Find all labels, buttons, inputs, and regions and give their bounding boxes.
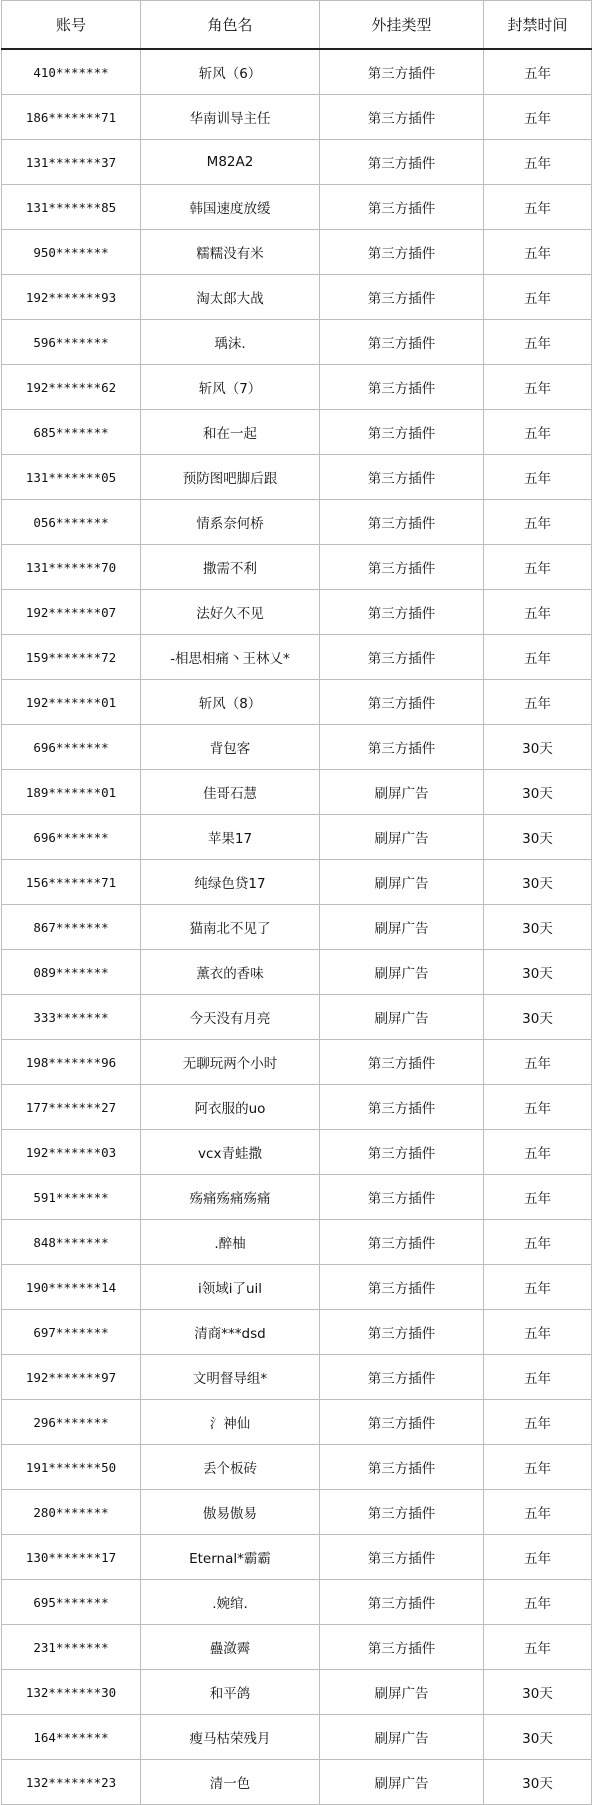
cell-ban-time: 五年 bbox=[484, 635, 592, 680]
cell-ban-time: 五年 bbox=[484, 1625, 592, 1670]
cell-role-name: 淘太郎大战 bbox=[141, 275, 320, 320]
cell-cheat-type: 第三方插件 bbox=[320, 545, 484, 590]
cell-cheat-type: 第三方插件 bbox=[320, 410, 484, 455]
cell-account: 190*******14 bbox=[2, 1265, 141, 1310]
cell-ban-time: 30天 bbox=[484, 1715, 592, 1760]
table-row bbox=[2, 185, 592, 230]
table-row bbox=[2, 1715, 592, 1760]
header-account: 账号 bbox=[2, 1, 141, 50]
table-row bbox=[2, 1175, 592, 1220]
cell-cheat-type: 第三方插件 bbox=[320, 230, 484, 275]
cell-account: 192*******93 bbox=[2, 275, 141, 320]
cell-account: 192*******62 bbox=[2, 365, 141, 410]
cell-ban-time: 五年 bbox=[484, 1175, 592, 1220]
cell-ban-time: 30天 bbox=[484, 950, 592, 995]
cell-account: 950******* bbox=[2, 230, 141, 275]
cell-ban-time: 五年 bbox=[484, 545, 592, 590]
cell-ban-time: 五年 bbox=[484, 410, 592, 455]
cell-role-name: 丢个板砖 bbox=[141, 1445, 320, 1490]
table-row bbox=[2, 1040, 592, 1085]
cell-account: 189*******01 bbox=[2, 770, 141, 815]
cell-account: 192*******97 bbox=[2, 1355, 141, 1400]
cell-account: 164******* bbox=[2, 1715, 141, 1760]
cell-role-name: 瘦马枯荣残月 bbox=[141, 1715, 320, 1760]
cell-account: 131*******37 bbox=[2, 140, 141, 185]
table-row bbox=[2, 905, 592, 950]
table-row bbox=[2, 680, 592, 725]
cell-account: 696******* bbox=[2, 815, 141, 860]
table-row bbox=[2, 815, 592, 860]
cell-account: 867******* bbox=[2, 905, 141, 950]
table-row bbox=[2, 950, 592, 995]
table-row bbox=[2, 320, 592, 365]
cell-ban-time: 五年 bbox=[484, 680, 592, 725]
table-row bbox=[2, 1580, 592, 1625]
table-row bbox=[2, 365, 592, 410]
cell-account: 156*******71 bbox=[2, 860, 141, 905]
cell-cheat-type: 第三方插件 bbox=[320, 1040, 484, 1085]
cell-account: 056******* bbox=[2, 500, 141, 545]
cell-account: 131*******05 bbox=[2, 455, 141, 500]
cell-ban-time: 30天 bbox=[484, 1670, 592, 1715]
cell-cheat-type: 第三方插件 bbox=[320, 185, 484, 230]
table-row bbox=[2, 49, 592, 95]
cell-ban-time: 五年 bbox=[484, 365, 592, 410]
cell-cheat-type: 刷屏广告 bbox=[320, 815, 484, 860]
table-row bbox=[2, 590, 592, 635]
cell-cheat-type: 第三方插件 bbox=[320, 725, 484, 770]
cell-cheat-type: 第三方插件 bbox=[320, 1400, 484, 1445]
cell-role-name: 傲易傲易 bbox=[141, 1490, 320, 1535]
cell-cheat-type: 刷屏广告 bbox=[320, 950, 484, 995]
cell-role-name: 情系奈何桥 bbox=[141, 500, 320, 545]
cell-role-name: 华南训导主任 bbox=[141, 95, 320, 140]
cell-ban-time: 五年 bbox=[484, 1310, 592, 1355]
cell-role-name: 薰衣的香味 bbox=[141, 950, 320, 995]
cell-role-name: 斩风（7） bbox=[141, 365, 320, 410]
cell-role-name: 和平鸽 bbox=[141, 1670, 320, 1715]
cell-account: 296******* bbox=[2, 1400, 141, 1445]
cell-cheat-type: 第三方插件 bbox=[320, 49, 484, 95]
cell-ban-time: 30天 bbox=[484, 905, 592, 950]
cell-ban-time: 五年 bbox=[484, 95, 592, 140]
cell-ban-time: 五年 bbox=[484, 1130, 592, 1175]
table-row bbox=[2, 455, 592, 500]
table-row bbox=[2, 1760, 592, 1805]
cell-role-name: 无聊玩两个小时 bbox=[141, 1040, 320, 1085]
ban-list-table bbox=[1, 0, 592, 1805]
cell-ban-time: 五年 bbox=[484, 500, 592, 545]
cell-role-name: 佳哥石慧 bbox=[141, 770, 320, 815]
header-row bbox=[2, 1, 592, 50]
cell-account: 159*******72 bbox=[2, 635, 141, 680]
cell-cheat-type: 第三方插件 bbox=[320, 275, 484, 320]
cell-ban-time: 五年 bbox=[484, 320, 592, 365]
header-role-name: 角色名 bbox=[141, 1, 320, 50]
cell-cheat-type: 第三方插件 bbox=[320, 95, 484, 140]
cell-cheat-type: 第三方插件 bbox=[320, 1175, 484, 1220]
cell-cheat-type: 刷屏广告 bbox=[320, 1670, 484, 1715]
cell-role-name: 猫南北不见了 bbox=[141, 905, 320, 950]
table-row bbox=[2, 1130, 592, 1175]
table-row bbox=[2, 860, 592, 905]
table-row bbox=[2, 1085, 592, 1130]
cell-ban-time: 五年 bbox=[484, 49, 592, 95]
cell-cheat-type: 第三方插件 bbox=[320, 1265, 484, 1310]
cell-role-name: 糯糯没有米 bbox=[141, 230, 320, 275]
cell-ban-time: 五年 bbox=[484, 1400, 592, 1445]
cell-ban-time: 五年 bbox=[484, 1445, 592, 1490]
cell-role-name: .婉绾. bbox=[141, 1580, 320, 1625]
table-row bbox=[2, 545, 592, 590]
table-row bbox=[2, 770, 592, 815]
cell-account: 695******* bbox=[2, 1580, 141, 1625]
table-row bbox=[2, 1535, 592, 1580]
cell-role-name: 纯绿色贷17 bbox=[141, 860, 320, 905]
cell-account: 089******* bbox=[2, 950, 141, 995]
cell-cheat-type: 第三方插件 bbox=[320, 1310, 484, 1355]
cell-role-name: Eternal*霸霸 bbox=[141, 1535, 320, 1580]
cell-account: 192*******07 bbox=[2, 590, 141, 635]
cell-role-name: 和在一起 bbox=[141, 410, 320, 455]
table-row bbox=[2, 1490, 592, 1535]
cell-cheat-type: 第三方插件 bbox=[320, 320, 484, 365]
cell-ban-time: 30天 bbox=[484, 860, 592, 905]
table-row bbox=[2, 230, 592, 275]
table-row bbox=[2, 995, 592, 1040]
cell-account: 186*******71 bbox=[2, 95, 141, 140]
cell-account: 231******* bbox=[2, 1625, 141, 1670]
cell-role-name: 蠱潋霽 bbox=[141, 1625, 320, 1670]
cell-account: 848******* bbox=[2, 1220, 141, 1265]
table-header bbox=[2, 1, 592, 50]
table-row bbox=[2, 1445, 592, 1490]
cell-role-name: 斩风（8） bbox=[141, 680, 320, 725]
cell-cheat-type: 第三方插件 bbox=[320, 455, 484, 500]
cell-ban-time: 五年 bbox=[484, 230, 592, 275]
cell-account: 132*******30 bbox=[2, 1670, 141, 1715]
table-row bbox=[2, 410, 592, 455]
table-row bbox=[2, 725, 592, 770]
cell-role-name: 撒需不利 bbox=[141, 545, 320, 590]
cell-cheat-type: 第三方插件 bbox=[320, 140, 484, 185]
cell-cheat-type: 第三方插件 bbox=[320, 365, 484, 410]
cell-ban-time: 五年 bbox=[484, 275, 592, 320]
cell-ban-time: 五年 bbox=[484, 140, 592, 185]
cell-ban-time: 30天 bbox=[484, 995, 592, 1040]
cell-cheat-type: 第三方插件 bbox=[320, 1220, 484, 1265]
cell-cheat-type: 第三方插件 bbox=[320, 1355, 484, 1400]
cell-account: 596******* bbox=[2, 320, 141, 365]
cell-ban-time: 30天 bbox=[484, 725, 592, 770]
table-row bbox=[2, 95, 592, 140]
cell-account: 410******* bbox=[2, 49, 141, 95]
cell-ban-time: 30天 bbox=[484, 815, 592, 860]
cell-role-name: 殇痛殇痛殇痛 bbox=[141, 1175, 320, 1220]
table-row bbox=[2, 1625, 592, 1670]
table-row bbox=[2, 1670, 592, 1715]
cell-account: 280******* bbox=[2, 1490, 141, 1535]
cell-account: 177*******27 bbox=[2, 1085, 141, 1130]
cell-cheat-type: 第三方插件 bbox=[320, 1625, 484, 1670]
cell-role-name: vcx青蛙撒 bbox=[141, 1130, 320, 1175]
cell-cheat-type: 第三方插件 bbox=[320, 1535, 484, 1580]
cell-account: 198*******96 bbox=[2, 1040, 141, 1085]
cell-role-name: M82A2 bbox=[141, 140, 320, 185]
cell-role-name: 文明督导组* bbox=[141, 1355, 320, 1400]
table-row bbox=[2, 275, 592, 320]
cell-ban-time: 五年 bbox=[484, 1535, 592, 1580]
cell-ban-time: 五年 bbox=[484, 1040, 592, 1085]
table-row bbox=[2, 1220, 592, 1265]
table-row bbox=[2, 140, 592, 185]
cell-role-name: i领域i了uil bbox=[141, 1265, 320, 1310]
cell-role-name: -相思相痛丶王林乂* bbox=[141, 635, 320, 680]
cell-cheat-type: 刷屏广告 bbox=[320, 905, 484, 950]
cell-cheat-type: 第三方插件 bbox=[320, 1490, 484, 1535]
cell-account: 192*******01 bbox=[2, 680, 141, 725]
cell-ban-time: 五年 bbox=[484, 185, 592, 230]
table-row bbox=[2, 1310, 592, 1355]
cell-role-name: 阿衣服的uo bbox=[141, 1085, 320, 1130]
cell-role-name: 氵神仙 bbox=[141, 1400, 320, 1445]
cell-cheat-type: 第三方插件 bbox=[320, 1130, 484, 1175]
cell-account: 696******* bbox=[2, 725, 141, 770]
cell-account: 333******* bbox=[2, 995, 141, 1040]
cell-account: 685******* bbox=[2, 410, 141, 455]
cell-cheat-type: 第三方插件 bbox=[320, 1445, 484, 1490]
cell-role-name: 苹果17 bbox=[141, 815, 320, 860]
cell-role-name: 背包客 bbox=[141, 725, 320, 770]
cell-ban-time: 五年 bbox=[484, 1085, 592, 1130]
cell-account: 131*******85 bbox=[2, 185, 141, 230]
table-row bbox=[2, 1355, 592, 1400]
cell-cheat-type: 第三方插件 bbox=[320, 1085, 484, 1130]
table-body bbox=[2, 49, 592, 1805]
cell-cheat-type: 刷屏广告 bbox=[320, 860, 484, 905]
cell-role-name: 瑀沫. bbox=[141, 320, 320, 365]
cell-cheat-type: 第三方插件 bbox=[320, 590, 484, 635]
cell-account: 697******* bbox=[2, 1310, 141, 1355]
cell-cheat-type: 第三方插件 bbox=[320, 1580, 484, 1625]
header-ban-time: 封禁时间 bbox=[484, 1, 592, 50]
cell-ban-time: 五年 bbox=[484, 1265, 592, 1310]
cell-role-name: 韩国速度放缓 bbox=[141, 185, 320, 230]
cell-ban-time: 五年 bbox=[484, 590, 592, 635]
cell-cheat-type: 第三方插件 bbox=[320, 635, 484, 680]
cell-role-name: 今天没有月亮 bbox=[141, 995, 320, 1040]
cell-ban-time: 五年 bbox=[484, 1490, 592, 1535]
cell-role-name: 预防图吧脚后跟 bbox=[141, 455, 320, 500]
cell-account: 132*******23 bbox=[2, 1760, 141, 1805]
cell-cheat-type: 刷屏广告 bbox=[320, 770, 484, 815]
cell-cheat-type: 刷屏广告 bbox=[320, 1715, 484, 1760]
cell-cheat-type: 刷屏广告 bbox=[320, 1760, 484, 1805]
header-cheat-type: 外挂类型 bbox=[320, 1, 484, 50]
cell-account: 130*******17 bbox=[2, 1535, 141, 1580]
cell-ban-time: 30天 bbox=[484, 770, 592, 815]
cell-role-name: 清商***dsd bbox=[141, 1310, 320, 1355]
cell-role-name: .醉柚 bbox=[141, 1220, 320, 1265]
table-row bbox=[2, 1400, 592, 1445]
cell-account: 131*******70 bbox=[2, 545, 141, 590]
cell-ban-time: 五年 bbox=[484, 455, 592, 500]
cell-ban-time: 30天 bbox=[484, 1760, 592, 1805]
cell-ban-time: 五年 bbox=[484, 1355, 592, 1400]
table-row bbox=[2, 635, 592, 680]
cell-ban-time: 五年 bbox=[484, 1220, 592, 1265]
cell-account: 192*******03 bbox=[2, 1130, 141, 1175]
cell-cheat-type: 第三方插件 bbox=[320, 680, 484, 725]
cell-account: 191*******50 bbox=[2, 1445, 141, 1490]
table-row bbox=[2, 1265, 592, 1310]
cell-cheat-type: 刷屏广告 bbox=[320, 995, 484, 1040]
cell-ban-time: 五年 bbox=[484, 1580, 592, 1625]
cell-role-name: 法好久不见 bbox=[141, 590, 320, 635]
cell-role-name: 清一色 bbox=[141, 1760, 320, 1805]
cell-role-name: 斩风（6） bbox=[141, 49, 320, 95]
cell-account: 591******* bbox=[2, 1175, 141, 1220]
table-row bbox=[2, 500, 592, 545]
cell-cheat-type: 第三方插件 bbox=[320, 500, 484, 545]
